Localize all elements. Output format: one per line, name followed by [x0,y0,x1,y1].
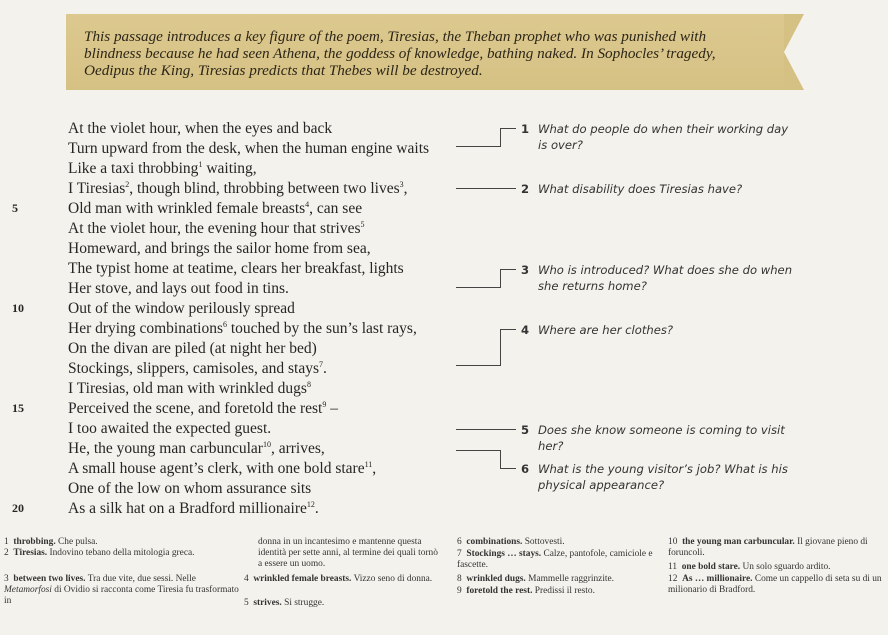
poem-line-9: Her stove, and lays out food in tins. [68,280,289,297]
banner-arrow-tip [784,14,804,90]
poem-line-1: At the violet hour, when the eyes and back [68,120,333,137]
footnote-3: 3 between two lives. Tra due vite, due sessi. Nelle Metamorfosi di Ovidio si racconta come Tiresia fu trasformato in [4,574,239,606]
intro-banner [66,14,784,90]
poem-line-20: As a silk hat on a Bradford millionaire$^{12}$. [68,499,319,517]
poem-line-14: I Tiresias, old man with wrinkled dugs$^8$ [68,379,311,397]
question-1: What do people do when their working day is over? [538,122,789,152]
footnote-11: 11 one bold stare. Un solo sguardo ardito. [668,562,831,572]
question-2-number: 2 [521,182,530,196]
connector-q3 [500,269,516,270]
poem-line-18: A small house agent’s clerk, with one bold stare$^{11}$, [68,459,377,477]
footnote-5: 5 strives. Si strugge. [244,598,325,608]
question-1-number: 1 [521,122,530,136]
poem-line-13: Stockings, slippers, camisoles, and stays$^7$. [68,359,327,377]
footnote-1: 1 throbbing. Che pulsa. [4,537,98,547]
footnote-10: 10 the young man carbuncular. Il giovane pieno di foruncoli. [668,537,868,558]
question-6: What is the young visitor’s job? What is his physical appearance? [538,462,788,492]
footnote-8: 8 wrinkled dugs. Mammelle raggrinzite. [457,574,615,584]
footnote-12: 12 As … millionaire. Come un cappello di seta su di un milionario di Bradford. [668,574,882,595]
bracket-q4 [456,329,501,366]
footnote-3-continued: donna in un incantesimo e mantenne questa identità per sette anni, al termine dei quali tornò a essere un uomo. [258,537,438,569]
poem-line-10: Out of the window perilously spread [68,300,295,317]
poem-line-15: Perceived the scene, and foretold the rest$^9$ – [68,399,338,417]
footnote-7: 7 Stockings … stays. Calze, pantofole, camiciole e fascette. [457,549,653,570]
question-4-number: 4 [521,323,530,337]
poem-line-17: He, the young man carbuncular$^{10}$, arrives, [68,439,325,457]
connector-q6 [500,468,516,469]
question-5-number: 5 [521,423,530,437]
question-6-number: 6 [521,462,530,476]
footnote-6: 6 combinations. Sottovesti. [457,537,565,547]
line-number-20: 20 [12,501,24,515]
question-3-number: 3 [521,263,530,277]
line-number-10: 10 [12,301,24,315]
poem-line-4: I Tiresias$^2$, though blind, throbbing between two lives$^3$, [68,179,408,197]
intro-text: This passage introduces a key figure of the poem, Tiresias, the Theban prophet who was punished with blindness because he had seen Athena, the goddess of knowledge, bathing naked. In Sophocles’ tragedy, Oedipus the King, Tiresias predicts that Thebes will be destroyed. [84,28,716,79]
question-2: What disability does Tiresias have? [538,182,743,196]
bracket-q6 [456,450,501,469]
connector-q5 [456,429,516,430]
footnote-2: 2 Tiresias. Indovino tebano della mitologia greca. [4,548,195,558]
question-4: Where are her clothes? [538,323,674,337]
question-5: Does she know someone is coming to visit her? [538,423,785,453]
poem-line-8: The typist home at teatime, clears her breakfast, lights [68,260,404,277]
poem-line-5: Old man with wrinkled female breasts$^4$, can see [68,199,363,217]
bracket-q1 [456,128,501,147]
footnote-4: 4 wrinkled female breasts. Vizzo seno di donna. [244,574,433,584]
line-number-15: 15 [12,401,24,415]
poem-line-16: I too awaited the expected guest. [68,420,272,437]
question-3: Who is introduced? What does she do when she returns home? [538,263,793,293]
connector-q4 [500,329,516,330]
poem-line-19: One of the low on whom assurance sits [68,480,312,497]
line-number-5: 5 [12,201,18,215]
poem-line-12: On the divan are piled (at night her bed) [68,340,317,357]
bracket-q3 [456,269,501,288]
poem-line-3: Like a taxi throbbing$^1$ waiting, [68,159,257,177]
connector-q1 [500,128,516,129]
connector-q2 [456,188,516,189]
poem-line-6: At the violet hour, the evening hour that strives$^5$ [68,219,365,237]
poem-line-11: Her drying combinations$^6$ touched by the sun’s last rays, [68,319,417,337]
poem-line-7: Homeward, and brings the sailor home from sea, [68,240,371,257]
poem-line-2: Turn upward from the desk, when the human engine waits [68,140,430,157]
footnote-9: 9 foretold the rest. Predissi il resto. [457,586,595,596]
